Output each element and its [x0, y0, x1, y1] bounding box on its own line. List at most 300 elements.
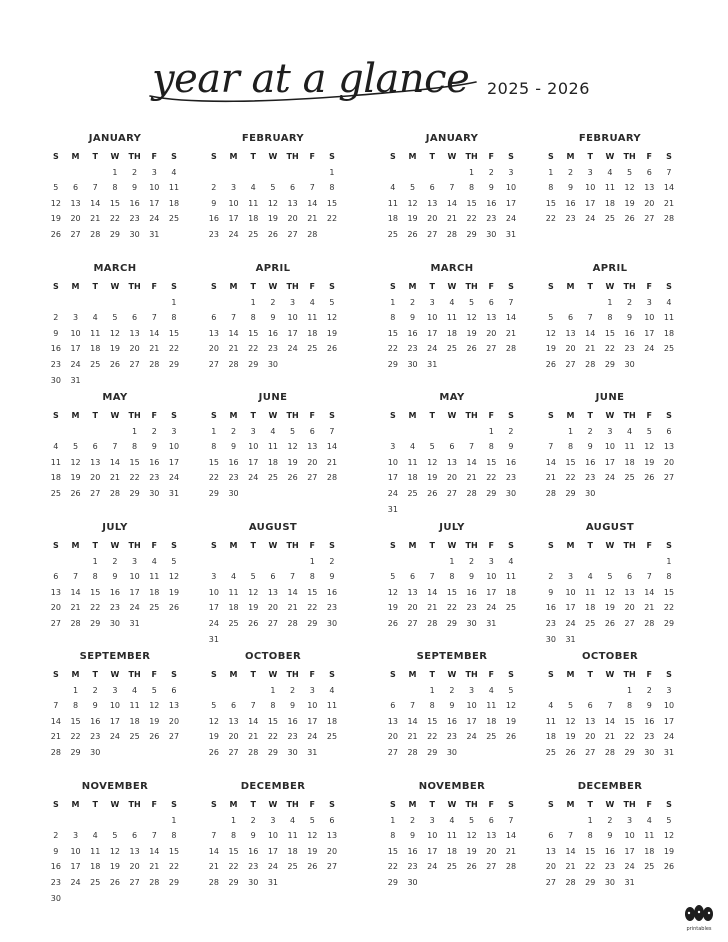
month-november-2025	[46, 781, 184, 903]
weekday-label: S	[508, 800, 514, 809]
day-cell: 3	[211, 572, 217, 582]
day-cell: 15	[446, 587, 457, 597]
week-row	[204, 310, 342, 326]
weekday-label: W	[605, 541, 615, 550]
day-cell: 23	[50, 359, 61, 369]
day-cell: 28	[248, 747, 259, 757]
day-cell: 29	[486, 488, 497, 498]
day-cell: 8	[666, 572, 672, 582]
day-cell: 30	[149, 488, 160, 498]
day-cell: 18	[50, 473, 61, 483]
day-cell: 11	[486, 701, 497, 711]
weekday-label: W	[605, 800, 615, 809]
day-cell: 24	[505, 214, 517, 224]
day-cell: 1	[567, 426, 574, 436]
weekday-label: F	[488, 282, 495, 291]
day-cell: 2	[627, 297, 633, 307]
day-grid	[541, 408, 679, 502]
day-cell: 21	[466, 473, 477, 483]
day-cell: 9	[132, 183, 138, 193]
day-cell: 12	[168, 572, 180, 582]
day-cell: 29	[624, 747, 635, 757]
day-cell: 16	[149, 457, 160, 467]
day-cell: 8	[329, 183, 335, 193]
empty-cell	[105, 745, 125, 761]
empty-cell	[243, 165, 263, 181]
week-row	[46, 196, 184, 212]
day-cell: 26	[326, 344, 338, 354]
day-cell: 9	[250, 831, 256, 841]
day-grid	[46, 279, 184, 388]
week-row	[541, 600, 679, 616]
weekday-label: TH	[128, 800, 141, 809]
weekday-label: TH	[128, 411, 141, 420]
day-cell: 7	[469, 442, 475, 452]
weekday-label: W	[605, 670, 615, 679]
day-cell: 25	[228, 618, 239, 628]
day-cell: 3	[72, 831, 79, 841]
week-row	[383, 569, 521, 585]
day-cell: 23	[545, 618, 556, 628]
month-june-2025	[204, 392, 342, 510]
day-cell: 4	[53, 442, 59, 452]
day-cell: 9	[329, 572, 335, 582]
weekday-label: F	[151, 282, 158, 291]
day-cell: 14	[505, 831, 517, 841]
weekday-label: M	[566, 800, 575, 809]
weekday-label: S	[329, 411, 335, 420]
day-cell: 29	[387, 359, 398, 369]
day-grid	[46, 797, 184, 906]
day-cell: 19	[149, 716, 160, 726]
day-cell: 5	[469, 297, 475, 307]
day-cell: 29	[387, 877, 398, 887]
day-cell: 4	[548, 701, 554, 711]
month-october-2026	[541, 651, 679, 769]
empty-cell	[541, 813, 561, 829]
day-cell: 17	[168, 457, 180, 467]
day-cell: 10	[70, 328, 81, 338]
day-cell: 22	[446, 603, 457, 613]
week-row	[541, 745, 679, 761]
week-row	[204, 165, 342, 181]
day-cell: 26	[109, 877, 120, 887]
day-cell: 5	[112, 313, 118, 323]
day-cell: 25	[644, 862, 655, 872]
weekday-label: S	[210, 411, 217, 420]
day-cell: 28	[90, 229, 101, 239]
day-cell: 21	[228, 344, 239, 354]
day-cell: 11	[287, 831, 298, 841]
day-cell: 9	[409, 831, 416, 841]
day-cell: 6	[290, 183, 296, 193]
day-cell: 12	[663, 831, 675, 841]
month-name: JUNE	[258, 392, 288, 403]
day-cell: 3	[666, 685, 672, 695]
day-cell: 13	[287, 198, 298, 208]
weekday-header-row	[46, 667, 184, 683]
week-row	[383, 180, 521, 196]
day-cell: 8	[449, 572, 455, 582]
day-cell: 23	[407, 862, 418, 872]
day-cell: 7	[250, 701, 256, 711]
week-row	[46, 891, 184, 907]
day-cell: 7	[309, 183, 315, 193]
weekday-header-row	[46, 538, 184, 554]
week-row	[46, 341, 184, 357]
empty-cell	[46, 295, 66, 311]
week-row	[46, 585, 184, 601]
day-cell: 18	[90, 862, 101, 872]
day-cell: 14	[505, 313, 517, 323]
empty-cell	[481, 745, 501, 761]
day-cell: 13	[663, 442, 675, 452]
month-name: MAY	[439, 392, 465, 403]
day-cell: 26	[208, 747, 219, 757]
day-cell: 23	[228, 473, 239, 483]
day-cell: 17	[585, 198, 596, 208]
day-cell: 21	[50, 732, 61, 742]
day-cell: 22	[565, 473, 576, 483]
empty-cell	[144, 745, 164, 761]
weekday-label: TH	[128, 670, 141, 679]
day-cell: 6	[132, 831, 138, 841]
weekday-label: W	[447, 670, 457, 679]
day-cell: 4	[151, 556, 157, 566]
day-cell: 15	[585, 846, 596, 856]
printables-logo-icon	[682, 904, 716, 924]
day-cell: 1	[112, 167, 118, 177]
day-cell: 18	[129, 716, 140, 726]
empty-cell	[322, 357, 342, 373]
day-cell: 8	[230, 831, 237, 841]
week-row	[46, 683, 184, 699]
empty-cell	[302, 357, 322, 373]
day-cell: 23	[326, 603, 338, 613]
day-cell: 11	[307, 313, 318, 323]
week-row	[204, 455, 342, 471]
day-cell: 23	[267, 344, 278, 354]
weekday-header-row	[541, 538, 679, 554]
day-cell: 31	[663, 747, 675, 757]
day-grid	[204, 797, 342, 891]
day-cell: 4	[607, 167, 613, 177]
day-cell: 2	[53, 831, 59, 841]
day-grid	[541, 149, 679, 227]
week-row	[383, 341, 521, 357]
month-name: APRIL	[255, 263, 291, 274]
day-cell: 11	[446, 313, 457, 323]
day-cell: 20	[208, 344, 219, 354]
day-cell: 19	[505, 716, 517, 726]
weekday-label: W	[110, 670, 120, 679]
empty-cell	[243, 632, 263, 648]
weekday-header-row	[46, 408, 184, 424]
day-cell: 8	[587, 831, 593, 841]
day-cell: 28	[663, 214, 675, 224]
day-grid	[204, 408, 342, 502]
week-row	[204, 180, 342, 196]
day-cell: 13	[624, 587, 635, 597]
day-cell: 10	[585, 183, 596, 193]
week-row	[204, 585, 342, 601]
month-january-2026	[383, 133, 521, 251]
day-cell: 7	[72, 572, 79, 582]
day-cell: 15	[168, 328, 180, 338]
empty-cell	[283, 357, 303, 373]
empty-cell	[164, 891, 184, 907]
week-row	[46, 859, 184, 875]
day-cell: 11	[248, 198, 259, 208]
empty-cell	[263, 554, 283, 570]
weekday-label: TH	[128, 282, 141, 291]
week-row	[204, 295, 342, 311]
day-grid	[541, 797, 679, 891]
empty-cell	[243, 683, 263, 699]
day-cell: 25	[267, 473, 278, 483]
weekday-header-row	[383, 797, 521, 813]
weekday-label: W	[110, 282, 120, 291]
day-cell: 1	[92, 556, 98, 566]
day-cell: 3	[132, 556, 138, 566]
day-cell: 22	[248, 344, 259, 354]
day-cell: 7	[290, 572, 296, 582]
day-cell: 16	[287, 716, 298, 726]
title-script	[148, 52, 478, 122]
day-cell: 23	[565, 214, 576, 224]
week-row	[383, 813, 521, 829]
day-cell: 22	[486, 473, 497, 483]
empty-cell	[283, 165, 303, 181]
day-cell: 20	[267, 603, 278, 613]
empty-cell	[144, 295, 164, 311]
day-cell: 16	[326, 587, 338, 597]
week-row	[383, 502, 521, 518]
day-cell: 12	[644, 442, 655, 452]
day-cell: 20	[307, 457, 318, 467]
day-cell: 17	[287, 328, 298, 338]
day-cell: 14	[545, 457, 556, 467]
day-cell: 1	[390, 815, 396, 825]
weekday-header-row	[541, 279, 679, 295]
day-cell: 10	[267, 831, 278, 841]
day-cell: 29	[208, 488, 219, 498]
day-cell: 18	[604, 198, 615, 208]
month-name: MAY	[102, 392, 128, 403]
weekday-label: T	[429, 282, 435, 291]
weekday-label: M	[408, 541, 417, 550]
day-cell: 9	[92, 701, 98, 711]
month-name: NOVEMBER	[81, 781, 149, 792]
weekday-label: T	[92, 541, 98, 550]
day-cell: 28	[50, 747, 61, 757]
empty-cell	[263, 486, 283, 502]
weekday-header-row	[204, 667, 342, 683]
day-cell: 22	[168, 344, 180, 354]
day-cell: 13	[90, 457, 101, 467]
day-cell: 20	[129, 344, 140, 354]
day-cell: 28	[228, 359, 239, 369]
day-cell: 23	[624, 344, 635, 354]
day-cell: 11	[604, 183, 615, 193]
week-row	[541, 698, 679, 714]
day-cell: 31	[129, 618, 140, 628]
day-cell: 3	[567, 572, 574, 582]
day-cell: 31	[168, 488, 180, 498]
day-cell: 5	[329, 297, 335, 307]
day-cell: 29	[427, 747, 438, 757]
weekday-header-row	[204, 149, 342, 165]
week-row	[541, 424, 679, 440]
weekday-label: F	[309, 670, 316, 679]
day-cell: 4	[587, 572, 593, 582]
day-grid	[46, 538, 184, 632]
day-cell: 19	[427, 473, 438, 483]
empty-cell	[283, 632, 303, 648]
month-name: SEPTEMBER	[79, 651, 151, 662]
day-cell: 2	[607, 815, 613, 825]
empty-cell	[66, 554, 86, 570]
weekday-label: F	[646, 152, 653, 161]
month-name: JULY	[439, 522, 465, 533]
weekday-label: W	[110, 800, 120, 809]
day-cell: 30	[129, 229, 140, 239]
weekday-label: S	[389, 152, 396, 161]
day-cell: 2	[548, 572, 554, 582]
weekday-label: W	[605, 411, 615, 420]
day-cell: 20	[287, 214, 298, 224]
day-cell: 18	[267, 457, 278, 467]
month-march-2025	[46, 263, 184, 385]
weekday-label: T	[250, 411, 256, 420]
empty-cell	[302, 875, 322, 891]
day-cell: 6	[449, 442, 455, 452]
day-cell: 6	[53, 572, 59, 582]
weekday-label: S	[666, 282, 672, 291]
day-cell: 24	[70, 877, 81, 887]
empty-cell	[125, 891, 145, 907]
day-cell: 24	[248, 473, 259, 483]
weekday-label: W	[268, 282, 278, 291]
day-cell: 14	[585, 328, 596, 338]
day-cell: 18	[644, 846, 655, 856]
weekday-label: T	[429, 152, 435, 161]
weekday-label: S	[329, 800, 335, 809]
day-grid	[383, 797, 521, 891]
weekday-label: S	[389, 800, 396, 809]
weekday-label: W	[268, 670, 278, 679]
weekday-label: TH	[286, 541, 299, 550]
weekday-label: S	[210, 152, 217, 161]
week-row	[46, 211, 184, 227]
weekday-label: S	[508, 411, 514, 420]
week-row	[541, 180, 679, 196]
day-cell: 2	[290, 685, 296, 695]
day-cell: 27	[407, 618, 418, 628]
week-row	[541, 326, 679, 342]
day-cell: 6	[270, 572, 276, 582]
day-cell: 13	[129, 328, 140, 338]
day-cell: 11	[50, 457, 61, 467]
weekday-label: M	[71, 152, 80, 161]
day-cell: 2	[488, 167, 494, 177]
day-cell: 15	[545, 198, 556, 208]
day-cell: 2	[270, 297, 276, 307]
weekday-label: S	[389, 670, 396, 679]
week-row	[383, 165, 521, 181]
day-grid	[204, 667, 342, 761]
day-cell: 14	[407, 716, 418, 726]
month-name: AUGUST	[248, 522, 298, 533]
day-cell: 11	[545, 716, 556, 726]
empty-cell	[403, 554, 423, 570]
day-cell: 9	[151, 442, 157, 452]
day-cell: 10	[663, 701, 675, 711]
day-cell: 9	[488, 183, 494, 193]
day-cell: 15	[624, 716, 635, 726]
day-cell: 21	[604, 732, 615, 742]
day-cell: 1	[309, 556, 315, 566]
day-cell: 12	[50, 198, 61, 208]
empty-cell	[580, 295, 600, 311]
month-june-2026	[541, 392, 679, 510]
month-name: NOVEMBER	[418, 781, 486, 792]
day-cell: 8	[72, 701, 79, 711]
empty-cell	[501, 745, 521, 761]
day-cell: 17	[307, 716, 318, 726]
day-grid	[204, 538, 342, 647]
week-row	[204, 357, 342, 373]
weekday-label: M	[71, 282, 80, 291]
day-cell: 13	[486, 313, 497, 323]
week-row	[204, 859, 342, 875]
day-cell: 12	[307, 831, 318, 841]
day-cell: 30	[604, 877, 615, 887]
day-cell: 30	[585, 488, 596, 498]
day-cell: 11	[129, 701, 140, 711]
weekday-label: F	[646, 282, 653, 291]
weekday-label: W	[268, 411, 278, 420]
day-cell: 9	[548, 587, 554, 597]
day-cell: 22	[228, 862, 239, 872]
day-cell: 29	[228, 877, 239, 887]
empty-cell	[144, 373, 164, 389]
day-cell: 30	[50, 375, 61, 385]
day-cell: 20	[486, 328, 497, 338]
empty-cell	[105, 373, 125, 389]
day-cell: 7	[151, 313, 157, 323]
week-row	[46, 486, 184, 502]
month-may-2025	[46, 392, 184, 510]
month-april-2025	[204, 263, 342, 381]
month-september-2026	[383, 651, 521, 769]
weekday-label: S	[329, 282, 335, 291]
empty-cell	[85, 373, 105, 389]
day-cell: 11	[644, 831, 655, 841]
empty-cell	[422, 502, 442, 518]
day-cell: 5	[290, 426, 296, 436]
day-cell: 30	[248, 877, 259, 887]
day-cell: 24	[663, 732, 675, 742]
day-cell: 6	[309, 426, 315, 436]
day-cell: 16	[585, 457, 596, 467]
day-grid	[204, 149, 342, 243]
month-name: MARCH	[93, 263, 137, 274]
weekday-header-row	[541, 149, 679, 165]
day-cell: 7	[607, 701, 613, 711]
weekday-label: F	[488, 541, 495, 550]
day-cell: 31	[505, 229, 517, 239]
